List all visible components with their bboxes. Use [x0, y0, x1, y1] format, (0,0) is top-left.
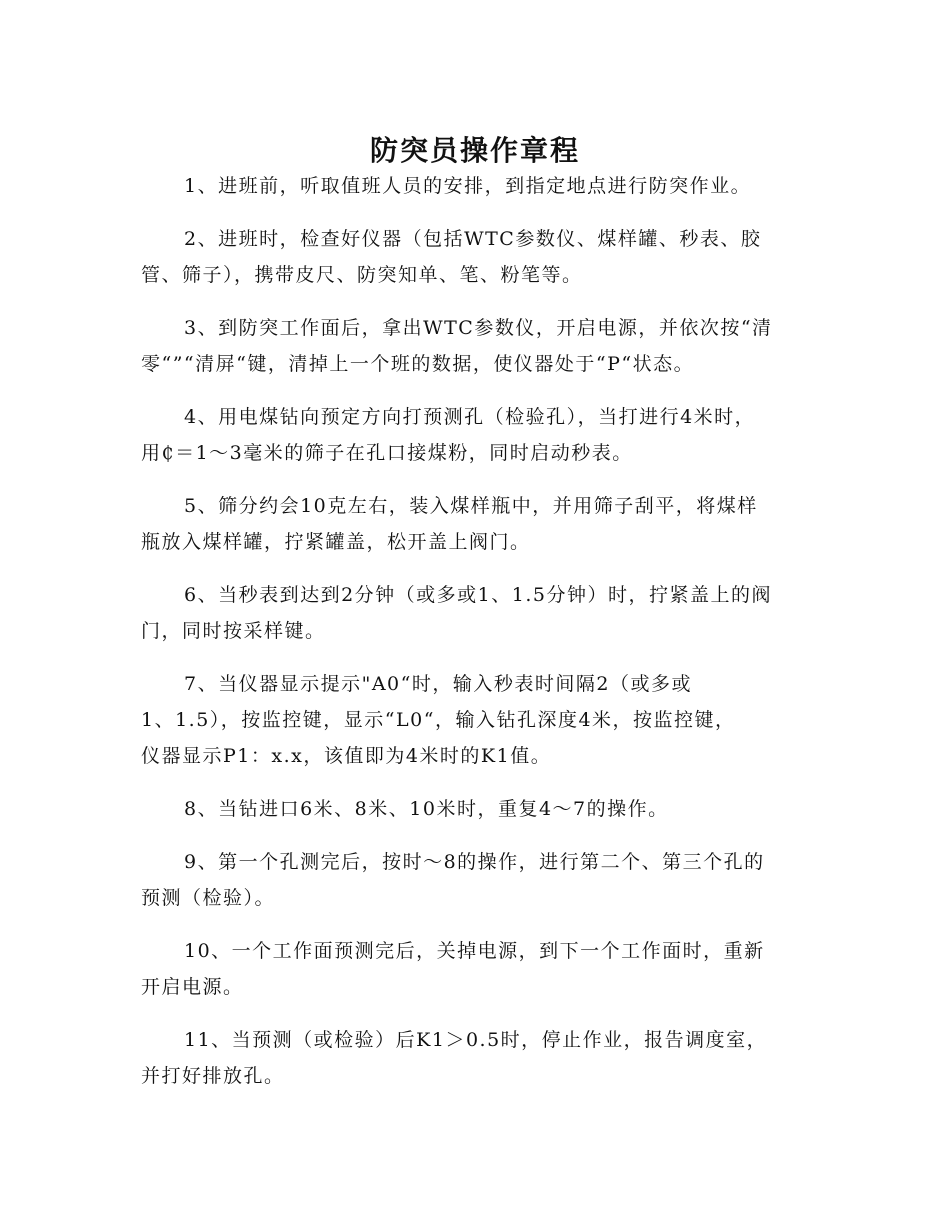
paragraph-line: 开启电源。 — [141, 976, 244, 998]
paragraph-7 — [141, 666, 813, 774]
paragraph-line: 10、一个工作面预测完后，关掉电源，到下一个工作面时，重新 — [184, 940, 765, 962]
paragraph-1 — [141, 168, 813, 204]
paragraph-line: 用₵＝1～3毫米的筛子在孔口接煤粉，同时启动秒表。 — [141, 442, 633, 464]
paragraph-line: 并打好排放孔。 — [141, 1065, 285, 1087]
paragraph-line: 门，同时按采样键。 — [141, 620, 326, 642]
document-title: 防突员操作章程 — [369, 133, 580, 167]
paragraph-line: 6、当秒表到达到2分钟（或多或1、1.5分钟）时，拧紧盖上的阀 — [184, 584, 772, 606]
paragraph-line: 7、当仪器显示提示"A0“时，输入秒表时间隔2（或多或 — [184, 673, 692, 695]
paragraph-line: 4、用电煤钻向预定方向打预测孔（检验孔），当打进行4米时， — [184, 406, 756, 428]
paragraph-line: 5、筛分约会10克左右，装入煤样瓶中，并用筛子刮平，将煤样 — [184, 495, 758, 517]
paragraph-line: 预测（检验）。 — [141, 887, 276, 909]
paragraph-line: 3、到防突工作面后，拿出WTC参数仪，开启电源，并依次按“清 — [184, 317, 773, 339]
paragraph-line: 9、第一个孔测完后，按时～8的操作，进行第二个、第三个孔的 — [184, 851, 765, 873]
paragraph-line: 零“”“清屏“键，清掉上一个班的数据，使仪器处于“P“状态。 — [141, 353, 695, 375]
paragraph-line: 11、当预测（或检验）后K1＞0.5时，停止作业，报告调度室， — [184, 1029, 768, 1051]
paragraph-6 — [141, 577, 813, 649]
paragraph-4 — [141, 399, 813, 471]
paragraph-line: 1、1.5），按监控键，显示“L0“，输入钻孔深度4米，按监控键， — [141, 709, 736, 731]
paragraph-line: 仪器显示P1：x.x，该值即为4米时的K1值。 — [141, 745, 552, 767]
paragraph-9 — [141, 844, 813, 916]
document-body — [141, 168, 813, 1111]
paragraph-5 — [141, 488, 813, 560]
paragraph-11 — [141, 1022, 813, 1094]
paragraph-3 — [141, 310, 813, 382]
paragraph-line: 8、当钻进口6米、8米、10米时，重复4～7的操作。 — [184, 798, 669, 820]
paragraph-2 — [141, 221, 813, 293]
paragraph-line: 瓶放入煤样罐，拧紧罐盖，松开盖上阀门。 — [141, 531, 531, 553]
paragraph-line: 1、进班前，听取值班人员的安排，到指定地点进行防突作业。 — [184, 175, 752, 197]
paragraph-line: 管、筛子），携带皮尺、防突知单、笔、粉笔等。 — [141, 264, 583, 286]
paragraph-8 — [141, 791, 813, 827]
paragraph-10 — [141, 933, 813, 1005]
paragraph-line: 2、进班时，检查好仪器（包括WTC参数仪、煤样罐、秒表、胶 — [184, 228, 762, 250]
